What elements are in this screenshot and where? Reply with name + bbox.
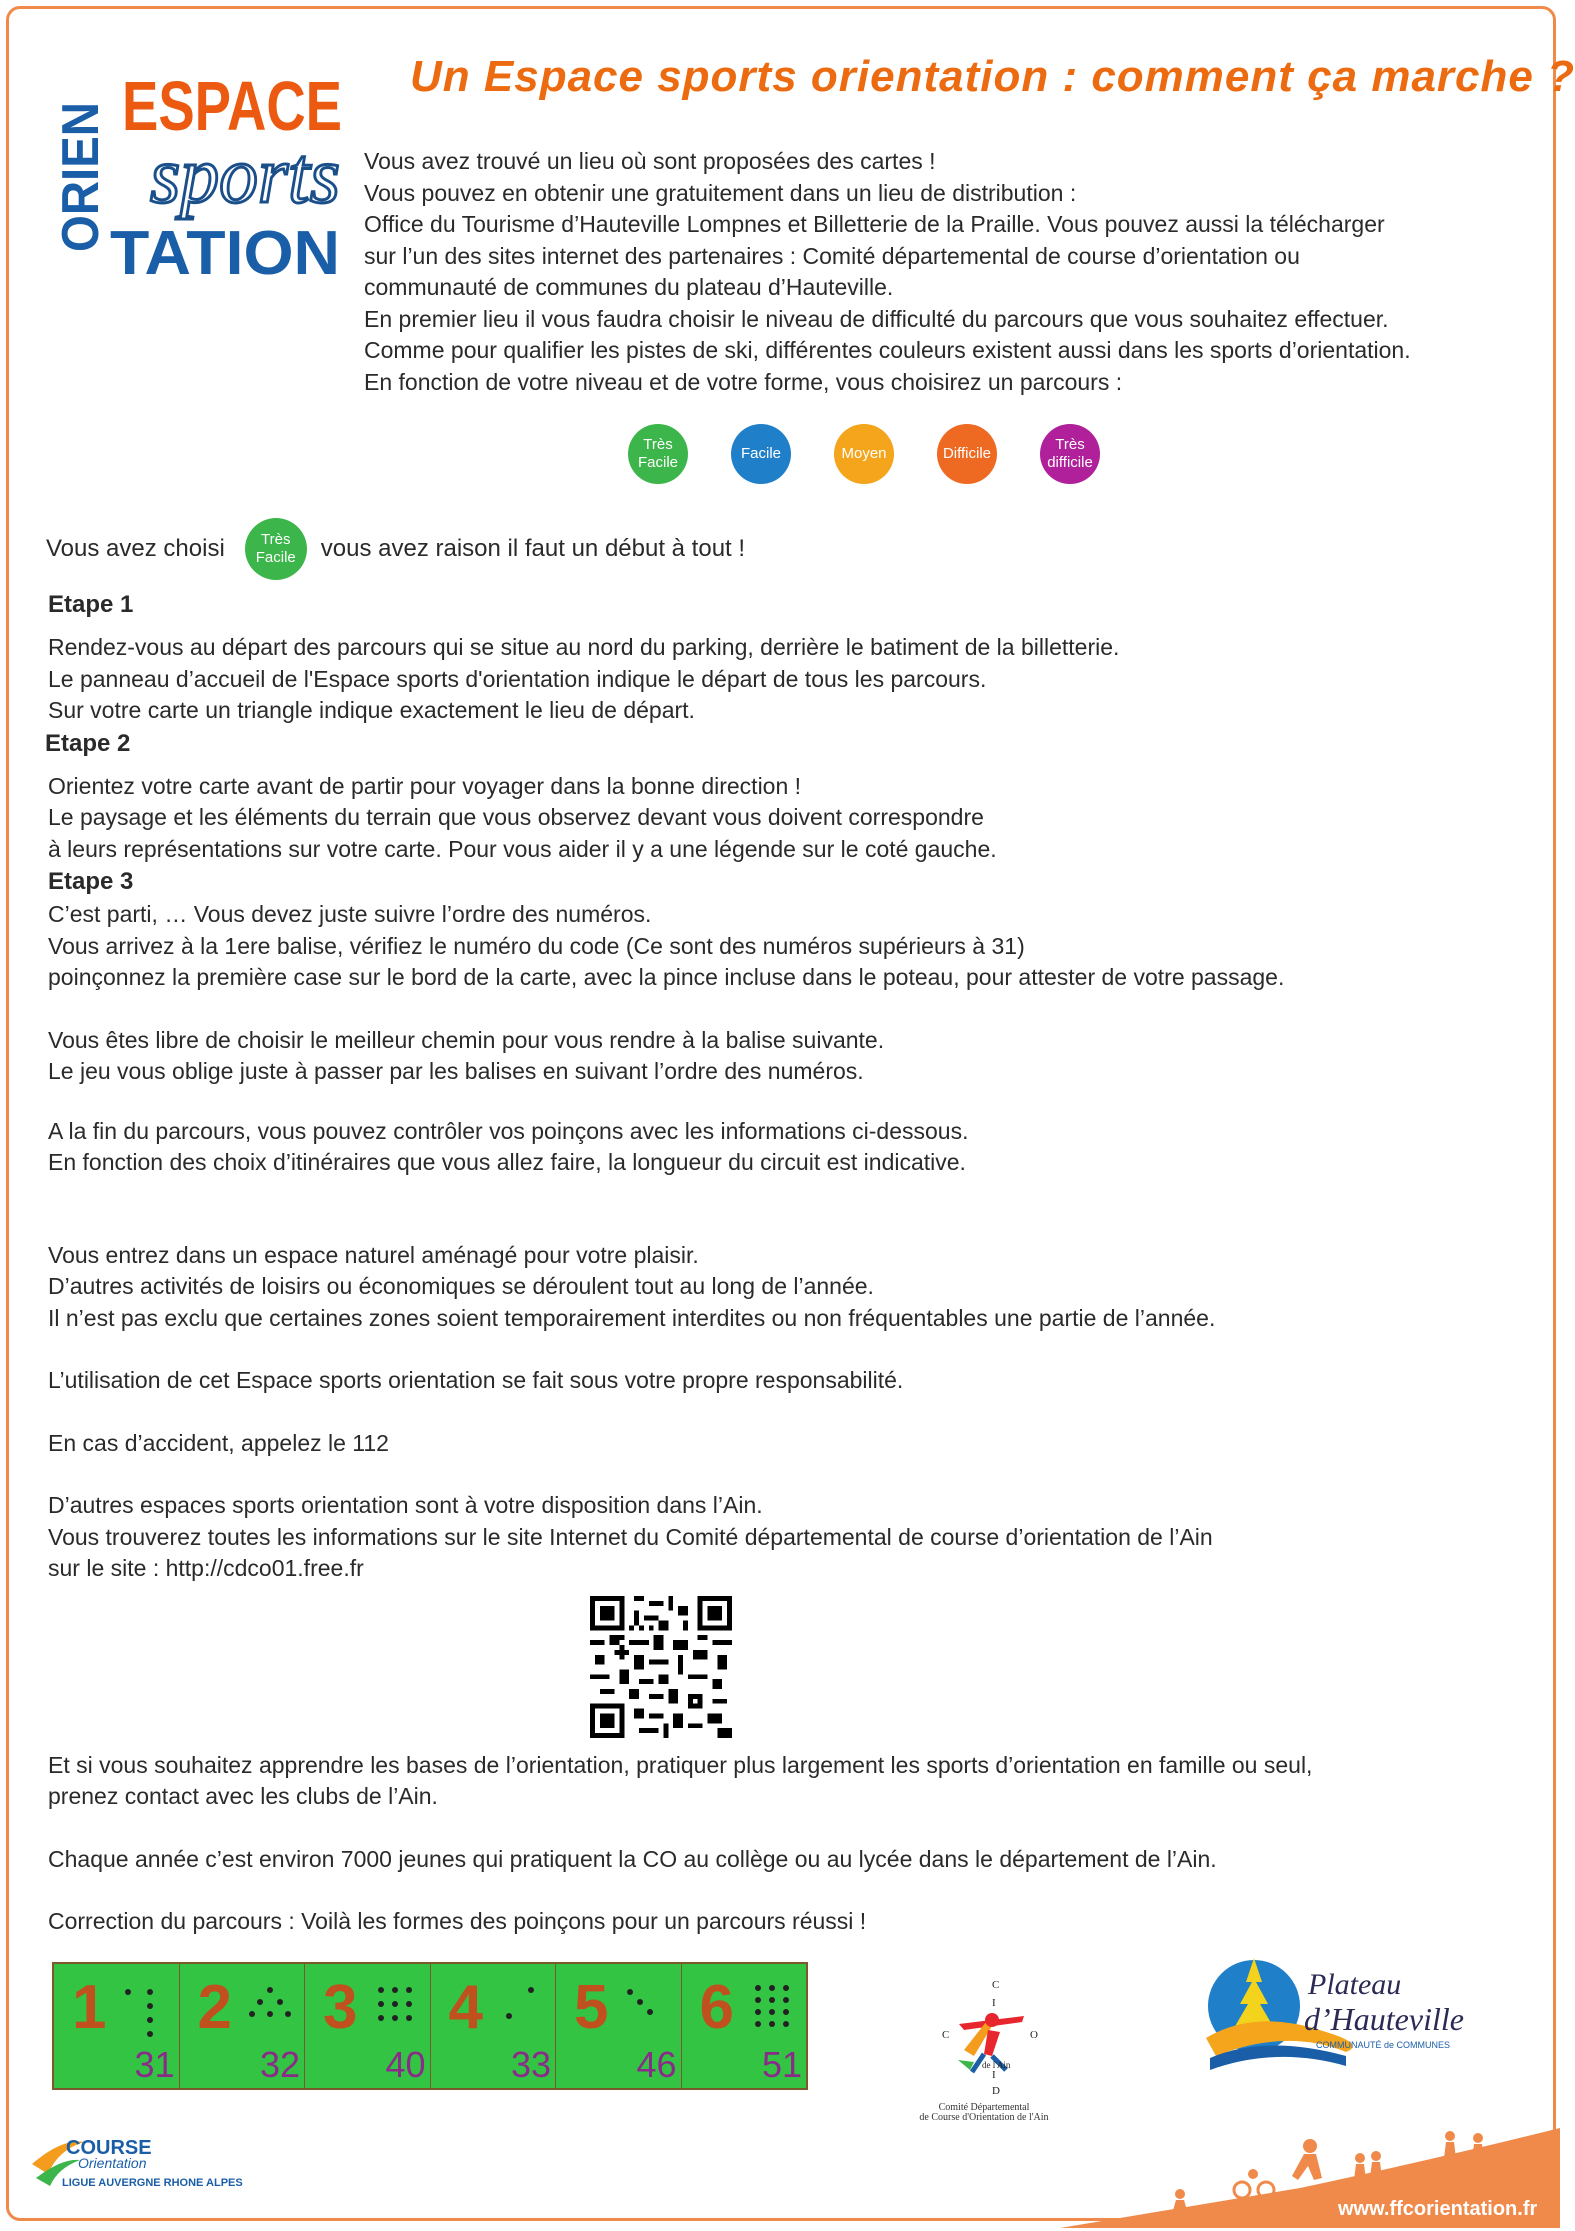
- info-line: Il n’est pas exclu que certaines zones soient temporairement interdites ou non fréquentables une partie de l’année.: [48, 1304, 1216, 1331]
- intro-text: [364, 146, 1554, 398]
- etape-3-line: Vous êtes libre de choisir le meilleur chemin pour vous rendre à la balise suivante.: [48, 1026, 885, 1053]
- punch-number: 4: [448, 1973, 483, 2042]
- logo-word-sports: sports: [150, 132, 340, 220]
- punch-cell: [180, 1964, 306, 2088]
- punch-code: 33: [510, 2044, 551, 2085]
- punch-code: 51: [761, 2044, 802, 2085]
- other-line: Vous trouverez toutes les informations sur le site Internet du Comité départemental de course d’orientation de l’Ain: [48, 1523, 1213, 1550]
- clubs-line: Et si vous souhaitez apprendre les bases de l’orientation, pratiquer plus largement les sports d’orientation en famille ou seul,: [48, 1751, 1313, 1778]
- punch-cell: [682, 1964, 807, 2088]
- cdco-letter: O: [1030, 2029, 1038, 2041]
- intro-line: sur l’un des sites internet des partenaires : Comité départemental de course d’orientation ou: [364, 242, 1300, 269]
- etape-2-line: à leurs représentations sur votre carte. Pour vous aider il y a une légende sur le coté gauche.: [48, 835, 997, 862]
- info-line: D’autres activités de loisirs ou économiques se déroulent tout au long de l’année.: [48, 1273, 874, 1299]
- punch-cell: [54, 1964, 180, 2088]
- other-line: sur le site : http://cdco01.free.fr: [48, 1555, 364, 1581]
- cdco-caption: Comité Départemental: [938, 2102, 1030, 2113]
- etape-3-line: Vous arrivez à la 1ere balise, vérifiez le numéro du code (Ce sont des numéros supérieurs à 31): [48, 932, 1025, 959]
- etape-1-line: Le panneau d’accueil de l'Espace sports d'orientation indique le départ de tous les parcours.: [48, 665, 987, 692]
- punch-code: 46: [636, 2044, 677, 2085]
- punch-pattern-icon: [120, 1984, 170, 2044]
- plateau-name-line2: d’Hauteville: [1304, 2001, 1464, 2037]
- punch-cell: [305, 1964, 431, 2088]
- intro-line: Vous avez trouvé un lieu où sont proposées des cartes !: [364, 148, 936, 174]
- punch-pattern-icon: [246, 1984, 296, 2044]
- etape-3-line: C’est parti, … Vous devez juste suivre l’ordre des numéros.: [48, 901, 652, 927]
- logo-word-tation: TATION: [110, 219, 340, 288]
- punch-pattern-icon: [622, 1984, 672, 2044]
- intro-line: Comme pour qualifier les pistes de ski, différentes couleurs existent aussi dans les sports d’orientation.: [364, 337, 1411, 363]
- intro-line: En fonction de votre niveau et de votre forme, vous choisirez un parcours :: [364, 368, 1123, 395]
- instructions: [45, 588, 1528, 1938]
- punch-number: 6: [699, 1973, 734, 2042]
- choice-after: vous avez raison il faut un début à tout !: [320, 535, 746, 562]
- etape-1-line: Rendez-vous au départ des parcours qui se situe au nord du parking, derrière le batiment de la billetterie.: [48, 634, 1120, 660]
- course-line3: LIGUE AUVERGNE RHONE ALPES: [62, 2177, 243, 2189]
- cdco-letter: I: [992, 1997, 996, 2009]
- intro-line: communauté de communes du plateau d’Hauteville.: [364, 274, 894, 300]
- level-moyen-badge: Moyen: [834, 424, 894, 484]
- punch-number: 2: [197, 1973, 232, 2042]
- correction-line: Correction du parcours : Voilà les formes des poinçons pour un parcours réussi !: [48, 1908, 867, 1934]
- etape-3-line: En fonction des choix d’itinéraires que vous allez faire, la longueur du circuit est indicative.: [48, 1149, 966, 1175]
- level-tres-difficile-badge: Très difficile: [1040, 424, 1100, 484]
- etape-2-title: Etape 2: [45, 729, 131, 757]
- etape-3-line: poinçonnez la première case sur le bord de la carte, avec la pince incluse dans le poteau, pour attester de votre passage.: [48, 964, 1285, 990]
- course-line1: COURSE: [66, 2137, 152, 2159]
- etape-3-line: A la fin du parcours, vous pouvez contrôler vos poinçons avec les informations ci-dessous.: [48, 1117, 969, 1144]
- punch-pattern-icon: [497, 1984, 547, 2044]
- punch-code: 40: [385, 2044, 426, 2085]
- punch-number: 1: [72, 1973, 107, 2042]
- responsibility-line: L’utilisation de cet Espace sports orientation se fait sous votre propre responsabilité.: [48, 1367, 904, 1393]
- plateau-hauteville-logo: [1196, 1948, 1466, 2078]
- chosen-level-line: [46, 518, 745, 580]
- logo-word-espace: ESPACE: [122, 67, 342, 145]
- qr-code[interactable]: [590, 1596, 732, 1738]
- logo-word-orien: ORIEN: [52, 87, 110, 252]
- other-line: D’autres espaces sports orientation sont à votre disposition dans l’Ain.: [48, 1492, 763, 1518]
- page-title: Un Espace sports orientation : comment ça marche ?: [410, 52, 1575, 101]
- punch-code: 32: [259, 2044, 300, 2085]
- choice-before: Vous avez choisi: [46, 535, 225, 562]
- cdco-letter: D: [992, 2085, 1000, 2097]
- cdco-ain-logo: [904, 1972, 1064, 2122]
- accident-line: En cas d’accident, appelez le 112: [48, 1429, 389, 1456]
- level-tres-facile-badge: Très Facile: [628, 424, 688, 484]
- clubs-line: prenez contact avec les clubs de l’Ain.: [48, 1783, 438, 1809]
- course-line2: Orientation: [78, 2155, 147, 2171]
- punch-number: 5: [574, 1973, 609, 2042]
- chosen-level-badge: Très Facile: [245, 518, 307, 580]
- plateau-subtitle: COMMUNAUTÉ de COMMUNES: [1316, 2040, 1451, 2050]
- stats-line: Chaque année c’est environ 7000 jeunes qui pratiquent la CO au collège ou au lycée dans le département de l’Ain.: [48, 1845, 1217, 1872]
- intro-line: Vous pouvez en obtenir une gratuitement dans un lieu de distribution :: [364, 179, 1077, 206]
- etape-3-title: Etape 3: [48, 868, 134, 895]
- punch-correction-card: [52, 1962, 808, 2090]
- punch-pattern-icon: [748, 1984, 798, 2044]
- info-line: Vous entrez dans un espace naturel aménagé pour votre plaisir.: [48, 1241, 699, 1268]
- punch-pattern-icon: [371, 1984, 421, 2044]
- intro-line: Office du Tourisme d’Hauteville Lompnes et Billetterie de la Praille. Vous pouvez aussi la télécharger: [364, 211, 1385, 237]
- footer-website-link[interactable]: www.ffcorientation.fr: [1338, 2198, 1538, 2220]
- etape-3-line: Le jeu vous oblige juste à passer par les balises en suivant l’ordre des numéros.: [48, 1058, 864, 1084]
- cdco-caption: de Course d'Orientation de l'Ain: [919, 2112, 1049, 2123]
- cdco-letter: I: [992, 2069, 996, 2081]
- etape-1-line: Sur votre carte un triangle indique exactement le lieu de départ.: [48, 697, 695, 723]
- punch-code: 31: [134, 2044, 175, 2085]
- cdco-letter: C: [942, 2029, 950, 2041]
- etape-2-line: Orientez votre carte avant de partir pour voyager dans la bonne direction !: [48, 772, 802, 799]
- cdco-letter: C: [992, 1979, 1000, 1991]
- plateau-name-line1: Plateau: [1308, 1968, 1402, 2001]
- level-difficile-badge: Difficile: [937, 424, 997, 484]
- course-orientation-ligue-logo: [22, 2134, 282, 2194]
- difficulty-levels: [628, 424, 1100, 484]
- punch-number: 3: [323, 1973, 358, 2042]
- cdco-small-text: de l'Ain: [982, 2060, 1011, 2070]
- intro-line: En premier lieu il vous faudra choisir le niveau de difficulté du parcours que vous souhaitez effectuer.: [364, 305, 1389, 332]
- punch-cell: [431, 1964, 557, 2088]
- etape-1-title: Etape 1: [48, 591, 134, 618]
- etape-2-line: Le paysage et les éléments du terrain que vous observez devant vous doivent correspondre: [48, 804, 984, 830]
- espace-sports-orientation-logo: [50, 52, 350, 288]
- punch-cell: [556, 1964, 682, 2088]
- level-facile-badge: Facile: [731, 424, 791, 484]
